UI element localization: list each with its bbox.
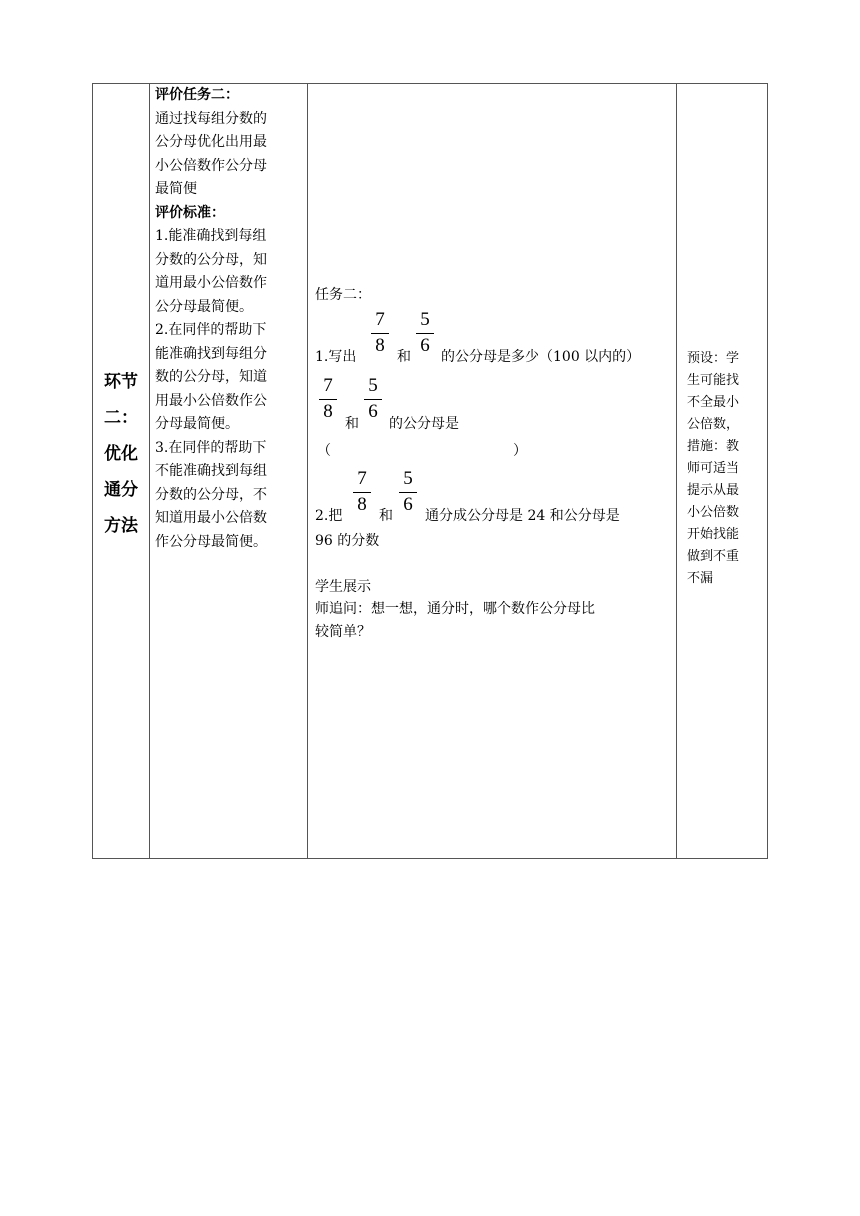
evaluation-task-line: 小公倍数作公分母: [155, 157, 267, 174]
stage-label-line: 方法: [104, 516, 138, 536]
student-show: 学生展示: [315, 579, 371, 595]
q2-line2: 96 的分数: [315, 533, 380, 549]
stage-label-line: 环节: [104, 372, 138, 392]
evaluation-task-heading: 评价任务二：: [155, 87, 239, 103]
fraction-denominator: 6: [420, 335, 430, 356]
fraction-5-6: [364, 376, 382, 422]
fraction-numerator: 7: [323, 375, 333, 396]
fraction-denominator: 8: [375, 335, 385, 356]
note-line: 做到不重: [687, 549, 740, 564]
stage-label-line: 通分: [104, 480, 138, 500]
note-line: 提示从最: [687, 483, 740, 498]
note-line: 预设：学: [687, 351, 740, 366]
evaluation-column: [155, 84, 305, 554]
note-line: 师可适当: [687, 461, 740, 476]
stage-column: [93, 84, 149, 858]
column-divider: [149, 84, 150, 858]
criteria-line: 数的公分母，知道: [155, 369, 267, 385]
fraction-numerator: 7: [375, 309, 385, 330]
note-line: 开始找能: [687, 527, 740, 542]
fraction-bar: [371, 333, 389, 334]
fraction-denominator: 6: [403, 494, 413, 515]
fraction-numerator: 7: [357, 468, 367, 489]
evaluation-criteria-heading: 评价标准：: [155, 204, 225, 221]
evaluation-task-line: 最简便: [155, 181, 197, 197]
criteria-line: 知道用最小公倍数: [155, 510, 267, 526]
q1-and: 和: [397, 349, 411, 365]
criteria-line: 2.在同伴的帮助下: [155, 322, 267, 338]
q2-and: 和: [379, 508, 393, 524]
fraction-5-6: [416, 310, 434, 356]
teacher-followup-cont: 较简单？: [315, 624, 371, 640]
stage-label: [93, 364, 149, 544]
fraction-bar: [319, 399, 337, 400]
stage-label-line: 优化: [104, 444, 138, 464]
stage-label-line: 二：: [104, 408, 138, 428]
criteria-line: 作公分母最简便。: [155, 533, 267, 550]
answer-and: 和: [345, 416, 359, 432]
q2-suffix: 通分成公分母是 24 和公分母是: [425, 508, 620, 524]
fraction-7-8: [319, 376, 337, 422]
criteria-line: 不能准确找到每组: [155, 463, 267, 479]
fraction-denominator: 8: [323, 401, 333, 422]
criteria-line: 分数的公分母，知: [155, 251, 267, 268]
criteria-line: 能准确找到每组分: [155, 345, 267, 362]
note-line: 公倍数，: [687, 417, 740, 432]
teacher-followup: 师追问：想一想，通分时，哪个数作公分母比: [315, 601, 595, 617]
fraction-5-6: [399, 469, 417, 515]
fraction-7-8: [371, 310, 389, 356]
fraction-bar: [353, 492, 371, 493]
fraction-numerator: 5: [368, 375, 378, 396]
answer-open-paren: （: [317, 443, 331, 459]
column-divider: [676, 84, 677, 858]
note-line: 生可能找: [687, 373, 740, 388]
criteria-line: 用最小公倍数作公: [155, 392, 267, 409]
criteria-line: 分数的公分母，不: [155, 486, 267, 503]
note-line: 小公倍数: [687, 505, 740, 520]
fraction-numerator: 5: [403, 468, 413, 489]
note-line: 措施：教: [687, 439, 740, 454]
criteria-line: 1.能准确找到每组: [155, 228, 267, 244]
fraction-bar: [416, 333, 434, 334]
note-line: 不全最小: [687, 395, 740, 410]
evaluation-task-line: 通过找每组分数的: [155, 110, 267, 127]
criteria-line: 道用最小公倍数作: [155, 275, 267, 291]
criteria-line: 3.在同伴的帮助下: [155, 439, 267, 456]
answer-close-paren: ）: [513, 443, 527, 459]
fraction-denominator: 6: [368, 401, 378, 422]
answer-suffix: 的公分母是: [389, 416, 459, 432]
column-divider: [307, 84, 308, 858]
fraction-7-8: [353, 469, 371, 515]
note-line: 不漏: [687, 571, 714, 586]
q1-prefix: 1.写出: [315, 349, 357, 365]
q2-prefix: 2.把: [315, 508, 343, 524]
criteria-line: 分母最简便。: [155, 416, 239, 432]
q1-suffix: 的公分母是多少（100 以内的）: [441, 349, 641, 365]
notes-column: [687, 348, 759, 590]
fraction-denominator: 8: [357, 494, 367, 515]
task-title: 任务二：: [315, 287, 371, 303]
fraction-bar: [399, 492, 417, 493]
lesson-table: [92, 83, 768, 859]
fraction-numerator: 5: [420, 309, 430, 330]
evaluation-task-line: 公分母优化出用最: [155, 134, 267, 150]
criteria-line: 公分母最简便。: [155, 298, 253, 315]
fraction-bar: [364, 399, 382, 400]
